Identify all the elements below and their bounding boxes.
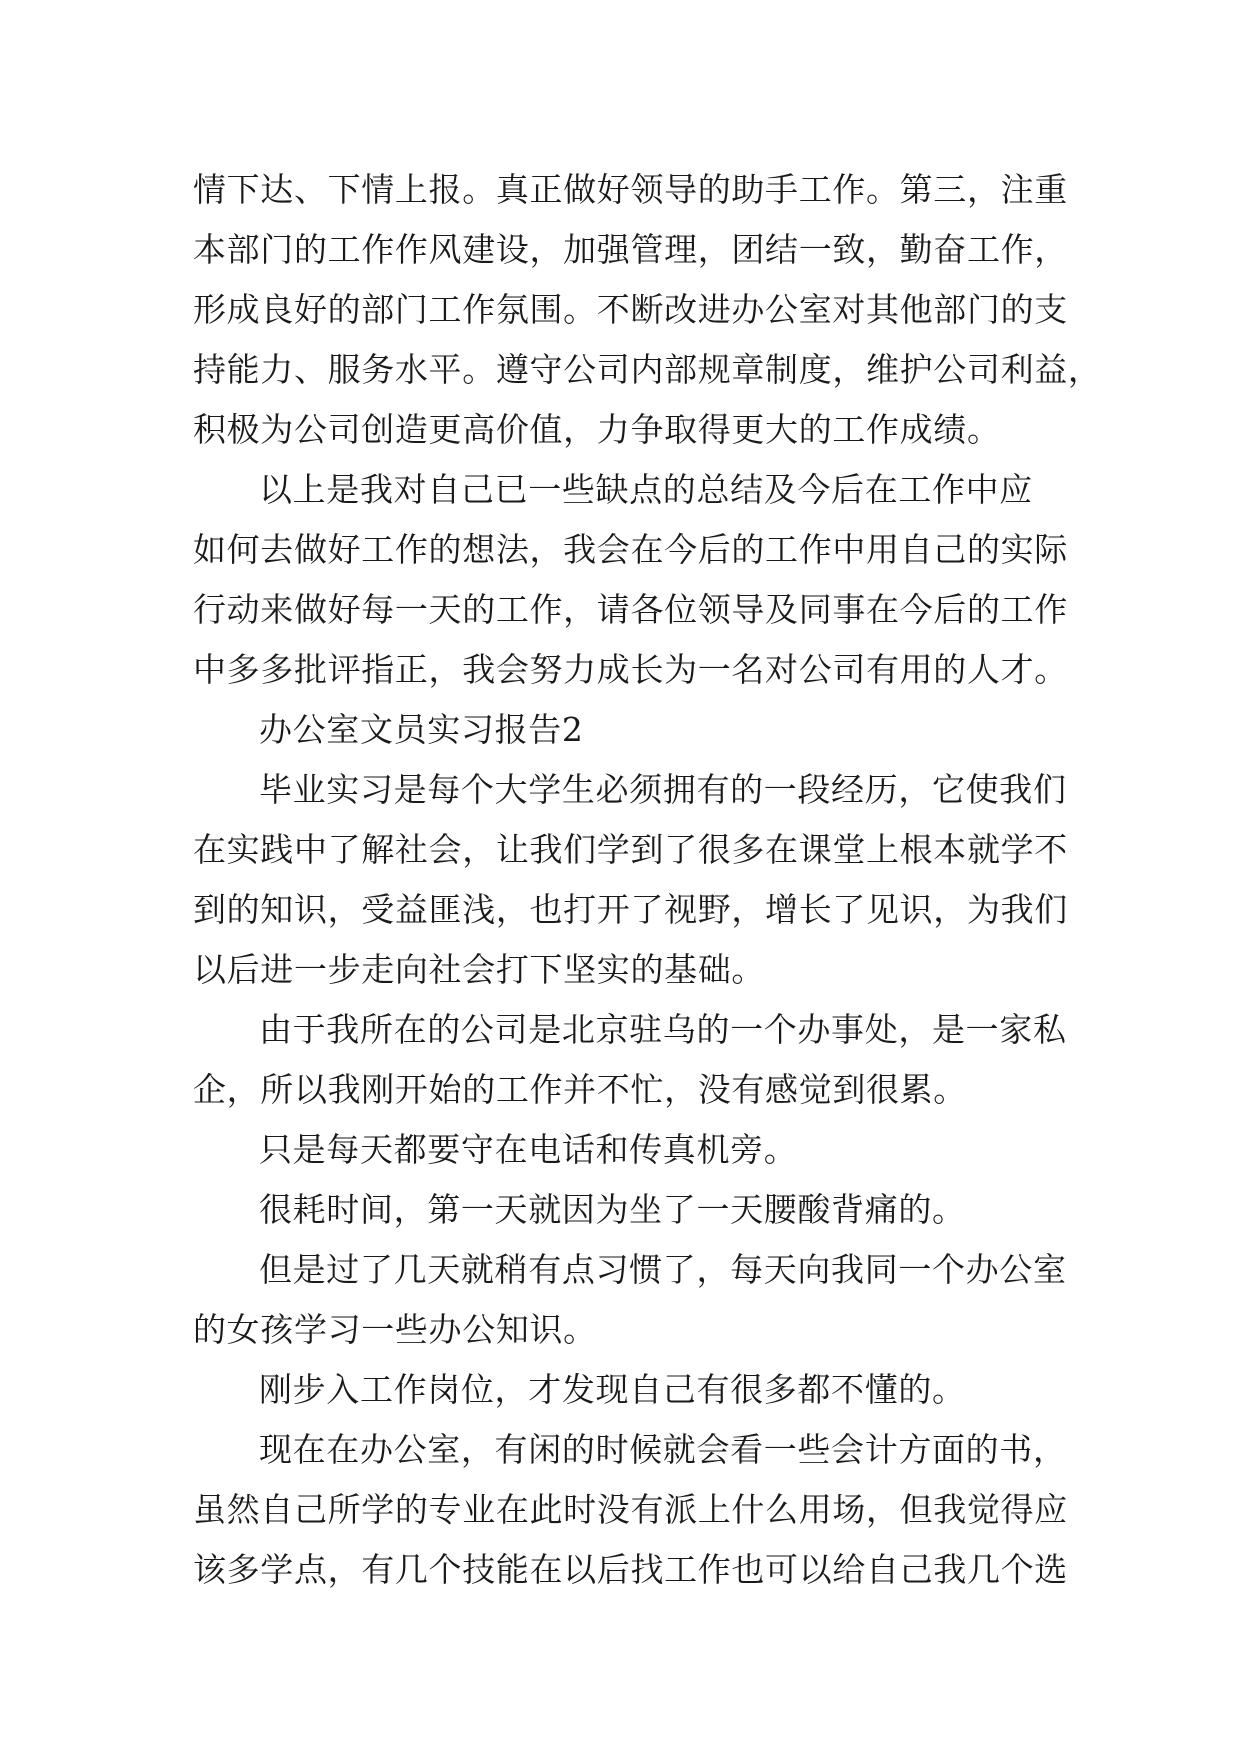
text-line: 中多多批评指正，我会努力成长为一名对公司有用的人才。	[193, 650, 1068, 689]
text-line: 以上是我对自己已一些缺点的总结及今后在工作中应	[259, 470, 1033, 509]
text-line: 在实践中了解社会，让我们学到了很多在课堂上根本就学不	[193, 830, 1068, 869]
text-line: 持能力、服务水平。遵守公司内部规章制度，维护公司利益，	[193, 350, 1102, 389]
text-line: 积极为公司创造更高价值，力争取得更大的工作成绩。	[193, 410, 1001, 449]
text-line: 行动来做好每一天的工作，请各位领导及同事在今后的工作	[193, 590, 1068, 629]
text-line: 形成良好的部门工作氛围。不断改进办公室对其他部门的支	[193, 290, 1068, 329]
text-line: 虽然自己所学的专业在此时没有派上什么用场，但我觉得应	[193, 1490, 1068, 1529]
text-line: 的女孩学习一些办公知识。	[193, 1310, 597, 1349]
text-line: 本部门的工作作风建设，加强管理，团结一致，勤奋工作，	[193, 230, 1068, 269]
text-line: 办公室文员实习报告2	[259, 710, 584, 749]
text-line: 毕业实习是每个大学生必须拥有的一段经历，它使我们	[259, 770, 1067, 809]
text-line: 以后进一步走向社会打下坚实的基础。	[193, 950, 766, 989]
text-line: 很耗时间，第一天就因为坐了一天腰酸背痛的。	[259, 1190, 966, 1229]
text-line: 情下达、下情上报。真正做好领导的助手工作。第三，注重	[193, 170, 1068, 209]
text-line: 刚步入工作岗位，才发现自己有很多都不懂的。	[259, 1370, 966, 1409]
text-line: 现在在办公室，有闲的时候就会看一些会计方面的书，	[259, 1430, 1067, 1469]
text-line: 如何去做好工作的想法，我会在今后的工作中用自己的实际	[193, 530, 1068, 569]
text-line: 只是每天都要守在电话和传真机旁。	[259, 1130, 798, 1169]
text-line: 企，所以我刚开始的工作并不忙，没有感觉到很累。	[193, 1070, 967, 1109]
text-line: 但是过了几天就稍有点习惯了，每天向我同一个办公室	[259, 1250, 1067, 1289]
text-line: 该多学点，有几个技能在以后找工作也可以给自己我几个选	[193, 1550, 1068, 1589]
text-line: 到的知识，受益匪浅，也打开了视野，增长了见识，为我们	[193, 890, 1068, 929]
document-body	[193, 160, 1102, 1600]
text-line: 由于我所在的公司是北京驻乌的一个办事处，是一家私	[259, 1010, 1067, 1049]
